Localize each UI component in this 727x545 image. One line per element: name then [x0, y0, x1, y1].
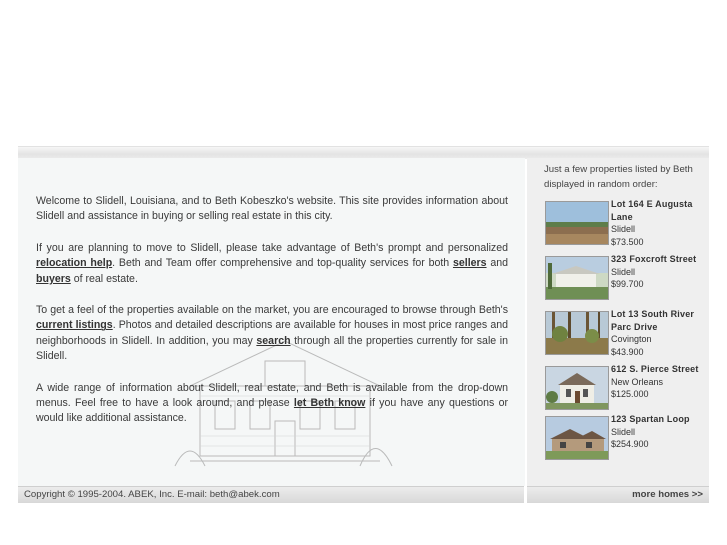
- property-address[interactable]: Lot 164 E Augusta Lane: [611, 199, 693, 222]
- listings-paragraph: To get a feel of the properties available on the market, you are encouraged to browse through Beth's current listings. Photos and detailed descriptions are available for houses in most price ranges and neighborhoods in Slidell. In addition, you may search through all the properties currently for sale in Slidell.: [36, 304, 508, 363]
- relocation-paragraph: If you are planning to move to Slidell, please take advantage of Beth's prompt and personalized relocation help. Beth and Team offer comprehensive and top-quality services for both sellers and buyers of real estate.: [36, 241, 508, 285]
- sellers-link[interactable]: sellers: [452, 257, 487, 270]
- contact-paragraph: A wide range of information about Slidell, real estate, and Beth is available from the drop-down menus. Feel free to have a look around, and please let Beth know if you have any questions or would like additional assistance.: [36, 381, 508, 425]
- current-listings-link[interactable]: current listings: [36, 319, 113, 332]
- property-city: Slidell: [611, 266, 636, 277]
- property-city: Slidell: [611, 426, 636, 437]
- empty-lot-photo[interactable]: [545, 201, 609, 245]
- property-item[interactable]: [545, 416, 707, 460]
- house-photo[interactable]: [545, 366, 609, 410]
- property-address[interactable]: 323 Foxcroft Street: [611, 254, 697, 264]
- welcome-text: [36, 194, 508, 443]
- property-city: New Orleans: [611, 376, 664, 387]
- property-city: Covington: [611, 334, 652, 344]
- house-photo[interactable]: [545, 416, 609, 460]
- property-address[interactable]: 612 S. Pierce Street: [611, 364, 699, 374]
- footer-bar: [18, 486, 524, 503]
- property-price: $73.500: [611, 236, 644, 247]
- more-homes-bar: [527, 486, 709, 503]
- featured-properties-sidebar: [527, 158, 709, 486]
- main-content: [18, 158, 525, 486]
- property-address[interactable]: 123 Spartan Loop: [611, 414, 690, 424]
- copyright-text: Copyright © 1995-2004. ABEK, Inc. E-mail: beth@abek.com: [24, 489, 280, 500]
- search-link[interactable]: search: [256, 334, 291, 347]
- property-item[interactable]: [545, 311, 707, 355]
- property-address[interactable]: Lot 13 South River Parc Drive: [611, 309, 695, 332]
- wooded-lot-photo[interactable]: [545, 311, 609, 355]
- property-item[interactable]: [545, 201, 707, 245]
- property-item[interactable]: [545, 256, 707, 300]
- property-price: $43.900: [611, 346, 644, 357]
- property-item[interactable]: [545, 366, 707, 410]
- property-city: Slidell: [611, 224, 636, 234]
- welcome-paragraph: Welcome to Slidell, Louisiana, and to Beth Kobeszko's website. This site provides information about Slidell and assistance in buying or selling real estate in this city.: [36, 195, 508, 223]
- house-photo[interactable]: [545, 256, 609, 300]
- property-price: $99.700: [611, 279, 644, 289]
- sidebar-intro: Just a few properties listed by Beth displayed in random order:: [544, 164, 693, 190]
- property-price: $254.900: [611, 439, 649, 449]
- more-homes-link[interactable]: more homes >>: [632, 489, 703, 500]
- buyers-link[interactable]: buyers: [36, 272, 71, 285]
- let-beth-know-link[interactable]: let Beth know: [293, 397, 366, 410]
- relocation-help-link[interactable]: relocation help: [36, 257, 113, 270]
- property-price: $125.000: [611, 389, 649, 399]
